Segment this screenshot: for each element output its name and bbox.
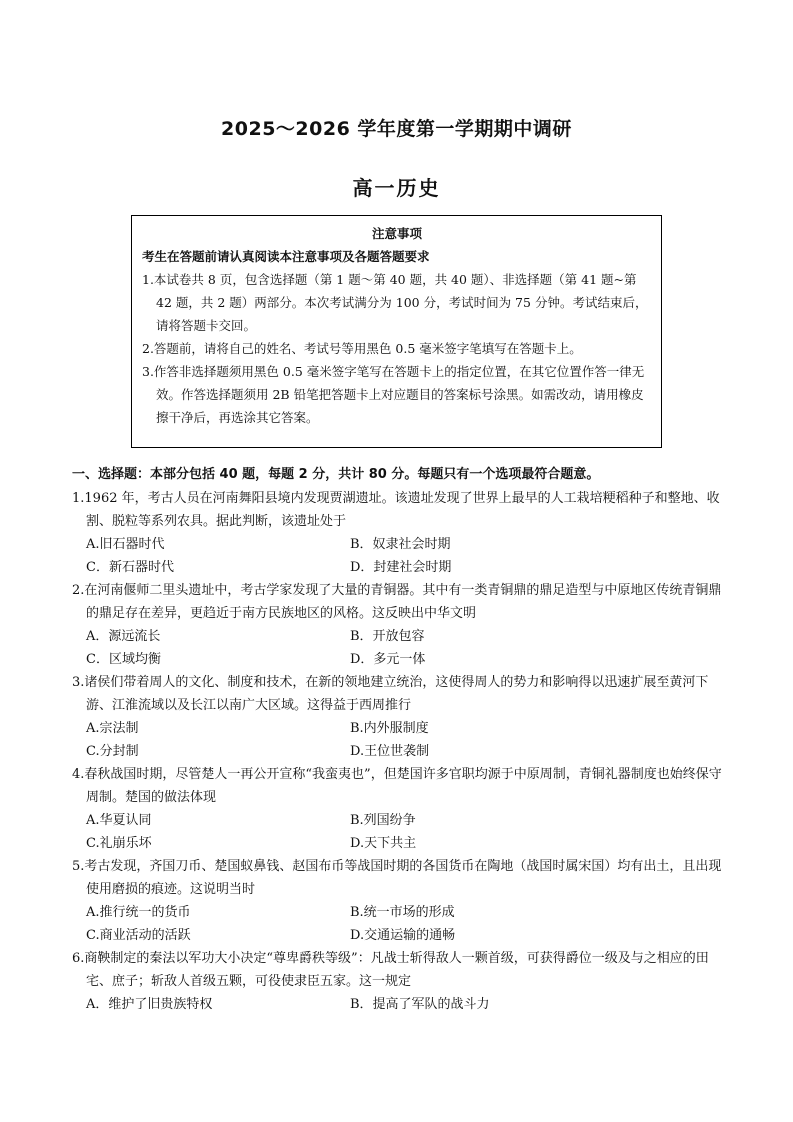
option-a: A．源远流长: [86, 629, 161, 644]
option-row: [72, 533, 728, 556]
option-row: [72, 809, 728, 832]
option-b: B．开放包容: [350, 629, 425, 644]
option-d: D．封建社会时期: [350, 560, 452, 575]
option-row: [72, 648, 728, 671]
option-d: D.天下共主: [350, 836, 417, 851]
notice-heading: 注意事项: [371, 226, 422, 241]
option-c: C．新石器时代: [86, 560, 174, 575]
question-1: [72, 487, 728, 579]
option-d: D.交通运输的通畅: [350, 928, 456, 943]
subject-title: 高一历史: [352, 176, 441, 200]
notice-item: 3.作答非选择题须用黑色 0.5 毫米签字笔写在答题卡上的指定位置，在其它位置作答一律无效。作答选择题须用 2B 铅笔把答题卡上对应题目的答案标号涂黑。如需改动，请用橡皮擦干净后，再选涂其它答案。: [142, 364, 645, 425]
option-row: [72, 924, 728, 947]
option-a: A.旧石器时代: [86, 537, 165, 552]
option-b: B．提高了军队的战斗力: [350, 997, 490, 1012]
question-list: [72, 487, 728, 1016]
question-4: [72, 763, 728, 855]
question-stem: 5.考古发现，齐国刀币、楚国蚁鼻钱、赵国布币等战国时期的各国货币在陶地（战国时属宋国）均有出土，且出现使用磨损的痕迹。这说明当时: [72, 859, 722, 897]
option-c: C.分封制: [86, 744, 139, 759]
option-b: B.统一市场的形成: [350, 905, 455, 920]
option-row: [72, 556, 728, 579]
option-row: [72, 717, 728, 740]
option-d: D.王位世袭制: [350, 744, 430, 759]
option-c: C．区域均衡: [86, 652, 161, 667]
option-row: [72, 625, 728, 648]
option-c: C.礼崩乐坏: [86, 836, 152, 851]
option-c: C.商业活动的活跃: [86, 928, 191, 943]
option-b: B.内外服制度: [350, 721, 429, 736]
exam-title: 2025～2026 学年度第一学期期中调研: [221, 118, 572, 140]
notice-box: [131, 215, 662, 448]
notice-item: 2.答题前，请将自己的姓名、考试号等用黑色 0.5 毫米签字笔填写在答题卡上。: [142, 341, 582, 356]
question-stem: 6.商鞅制定的秦法以军功大小决定“尊卑爵秩等级”：凡战士斩得敌人一颗首级，可获得爵位一级及与之相应的田宅、庶子；斩敌人首级五颗，可役使隶臣五家。这一规定: [72, 951, 709, 989]
notice-intro: 考生在答题前请认真阅读本注意事项及各题答题要求: [142, 249, 430, 264]
option-row: [72, 993, 728, 1016]
question-stem: 4.春秋战国时期，尽管楚人一再公开宣称“我蛮夷也”，但楚国许多官职均源于中原周制，青铜礼器制度也始终保守周制。楚国的做法体现: [72, 767, 722, 805]
option-row: [72, 740, 728, 763]
notice-item: 1.本试卷共 8 页，包含选择题（第 1 题～第 40 题，共 40 题）、非选择题（第 41 题~第 42 题，共 2 题）两部分。本次考试满分为 100 分，考试时间为 75 分钟。考试结束后，请将答题卡交回。: [142, 272, 648, 333]
option-a: A.推行统一的货币: [86, 905, 191, 920]
option-b: B．奴隶社会时期: [350, 537, 451, 552]
option-a: A.宗法制: [86, 721, 139, 736]
question-6: [72, 947, 728, 1016]
option-a: A．维护了旧贵族特权: [86, 997, 213, 1012]
option-b: B.列国纷争: [350, 813, 416, 828]
option-row: [72, 832, 728, 855]
question-2: [72, 579, 728, 671]
question-5: [72, 855, 728, 947]
option-a: A.华夏认同: [86, 813, 152, 828]
question-stem: 1.1962 年，考古人员在河南舞阳县境内发现贾湖遗址。该遗址发现了世界上最早的人工栽培粳稻种子和整地、收割、脱粒等系列农具。据此判断，该遗址处于: [72, 491, 720, 529]
question-stem: 2.在河南偃师二里头遗址中，考古学家发现了大量的青铜器。其中有一类青铜鼎的鼎足造型与中原地区传统青铜鼎的鼎足存在差异，更趋近于南方民族地区的风格。这反映出中华文明: [72, 583, 722, 621]
question-stem: 3.诸侯们带着周人的文化、制度和技术，在新的领地建立统治，这使得周人的势力和影响得以迅速扩展至黄河下游、江淮流域以及长江以南广大区域。这得益于西周推行: [72, 675, 709, 713]
option-row: [72, 901, 728, 924]
option-d: D．多元一体: [350, 652, 426, 667]
question-3: [72, 671, 728, 763]
section-header: 一、选择题：本部分包括 40 题，每题 2 分，共计 80 分。每题只有一个选项最符合题意。: [72, 467, 600, 482]
